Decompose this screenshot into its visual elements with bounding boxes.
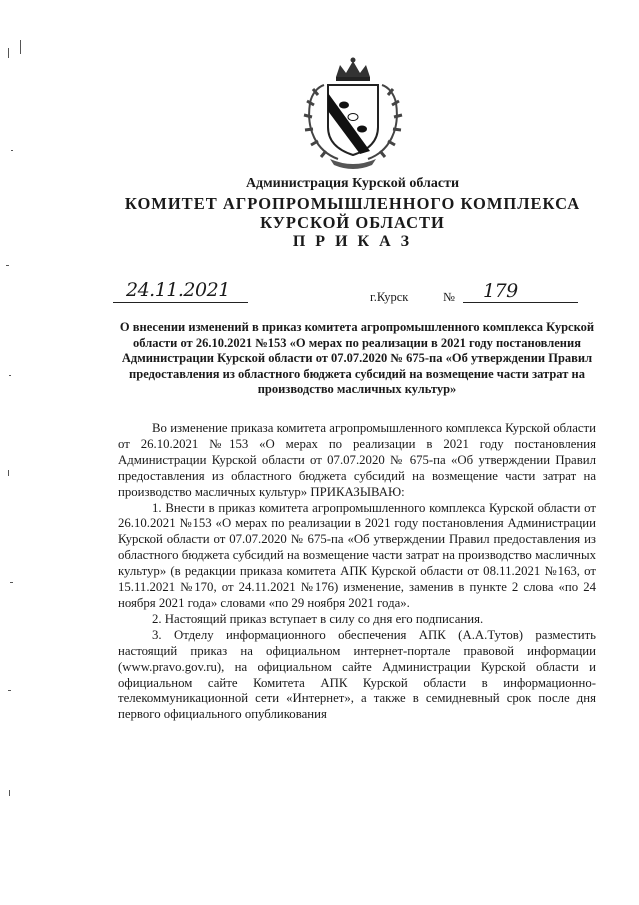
committee-name-line1: КОМИТЕТ АГРОПРОМЫШЛЕННОГО КОМПЛЕКСА: [124, 194, 581, 213]
date-underline: [113, 302, 248, 303]
handwritten-number: 179: [483, 280, 518, 302]
scan-speck: [9, 790, 10, 796]
city-label: г.Курск: [370, 290, 409, 304]
order-preamble: Во изменение приказа комитета агропромышленного комплекса Курской области от 26.10.2021 №153 «О мерах по реализации в 2021 году постановления Администрации Курской области от 07.07.2020 № 675-па «Об утверждении Правил предоставления из областного бюджета субсидий на возмещение части затрат на производство масличных культур» ПРИКАЗЫВАЮ:: [118, 421, 596, 499]
administration-name: Администрация Курской области: [245, 176, 460, 191]
scan-speck: [10, 582, 13, 583]
committee-name: [120, 194, 585, 232]
handwritten-date: 24.11.2021: [126, 279, 230, 301]
order-item-1: 1. Внести в приказ комитета агропромышленного комплекса Курской области от 26.10.2021 №153 «О мерах по реализации в 2021 году постановления Администрации Курской области от 07.07.2020 № 675-па «Об утверждении Правил предоставления из областного бюджета субсидий на возмещение части затрат на производство масличных культур» (в редакции приказа комитета АПК Курской области от 08.11.2021 №163, от 15.11.2021 №170, от 24.11.2021 №176) изменение, заменив в пункте 2 слова «по 24 ноября 2021 года» словами «по 29 ноября 2021 года».: [118, 500, 596, 610]
order-item-2: 2. Настоящий приказ вступает в силу со дня его подписания.: [152, 611, 484, 626]
order-item-3: 3. Отделу информационного обеспечения АПК (А.А.Тутов) разместить настоящий приказ на официальном интернет-портале правовой информации (www.pravo.gov.ru), на официальном сайте Администрации Курской области и официальном сайте Комитета АПК Курской области в информационно-телекоммуникационной сети «Интернет», а также в семидневный срок после дня первого официального опубликования: [118, 627, 596, 722]
kursk-coat-of-arms-icon: [298, 55, 408, 173]
scan-speck: [8, 690, 11, 691]
order-title: О внесении изменений в приказ комитета агропромышленного комплекса Курской области от 26.10.2021 №153 «О мерах по реализации в 2021 году постановления Администрации Курской области от 07.07.2020 № 675-па «Об утверждении Правил предоставления из областного бюджета субсидий на возмещение части затрат на производство масличных культур»: [119, 320, 595, 397]
scan-speck: [8, 470, 9, 476]
scan-speck: [8, 48, 9, 58]
committee-name-line2: КУРСКОЙ ОБЛАСТИ: [260, 213, 445, 232]
scan-speck: [11, 150, 13, 151]
number-sign: №: [443, 290, 455, 304]
scan-speck: [20, 40, 21, 54]
scan-speck: [6, 265, 9, 266]
number-underline: [463, 302, 578, 303]
order-body: [118, 421, 596, 723]
document-type: П Р И К А З: [292, 233, 413, 250]
scan-speck: [9, 375, 11, 376]
